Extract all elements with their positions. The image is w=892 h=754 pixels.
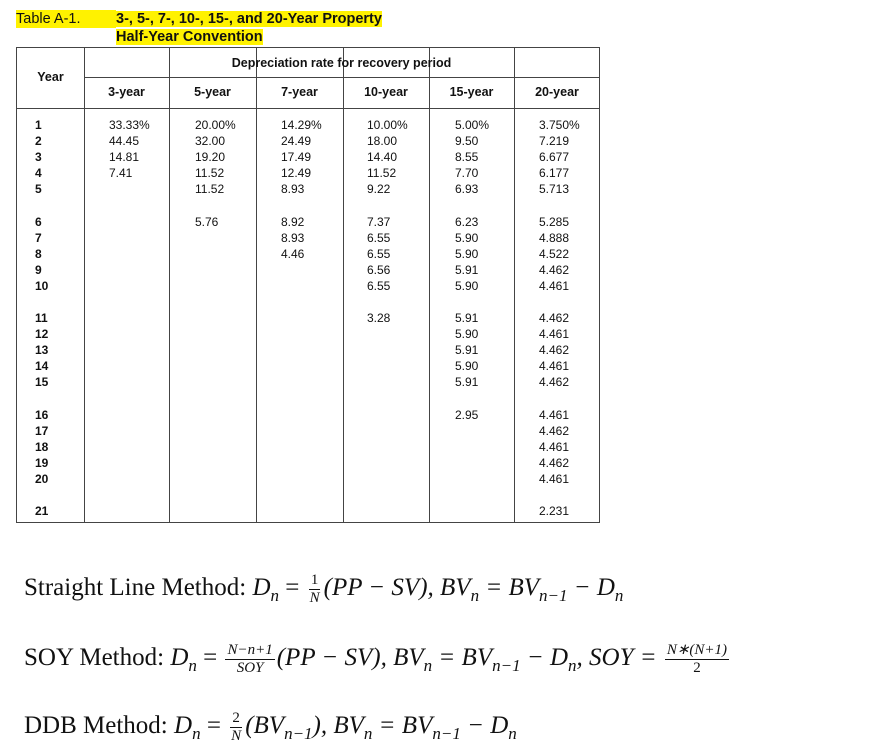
rate-cell: 4.462 <box>539 423 570 438</box>
formula-fraction <box>225 642 274 677</box>
rate-cell: 9.22 <box>367 182 391 197</box>
header-divider <box>84 77 599 78</box>
fraction-denominator: 2 <box>693 660 701 676</box>
rate-cell: 4.462 <box>539 455 570 470</box>
rate-cell: 5.91 <box>455 343 479 358</box>
column-divider <box>256 48 257 522</box>
formula-subscript: n−1 <box>492 656 521 676</box>
rate-cell: 17.49 <box>281 150 312 165</box>
column-header-10-year: 10-year <box>364 85 408 99</box>
column-divider <box>429 48 430 522</box>
rate-cell: 14.40 <box>367 150 398 165</box>
rate-cell: 6.55 <box>367 278 391 293</box>
rate-cell: 5.285 <box>539 214 570 229</box>
formula-expression: (BV <box>245 712 285 740</box>
fraction-denominator: SOY <box>236 660 264 676</box>
rate-cell: 5.90 <box>455 230 479 245</box>
rate-cell: 18.00 <box>367 134 398 149</box>
rate-cell: 6.23 <box>455 214 479 229</box>
year-cell: 1 <box>35 118 42 132</box>
formula-symbol: BV <box>440 574 471 602</box>
depreciation-rate-header: Depreciation rate for recovery period <box>231 56 452 70</box>
rate-cell: 24.49 <box>281 134 312 149</box>
formula-symbol: D <box>170 644 189 672</box>
rate-cell: 5.90 <box>455 327 479 342</box>
rate-cell: 5.90 <box>455 278 479 293</box>
column-divider <box>84 48 85 522</box>
rate-cell: 6.55 <box>367 230 391 245</box>
rate-cell: 14.29% <box>281 118 322 132</box>
rate-cell: 8.55 <box>455 150 479 165</box>
rate-cell: 6.56 <box>367 262 391 277</box>
year-cell: 19 <box>35 455 49 470</box>
rate-cell: 12.49 <box>281 166 312 181</box>
formula-subscript: n <box>270 586 280 606</box>
header-divider <box>17 108 599 109</box>
rate-cell: 33.33% <box>109 118 150 132</box>
column-divider <box>514 48 515 522</box>
fraction-denominator: N <box>309 590 320 606</box>
formula-subscript: n <box>470 586 480 606</box>
rate-cell: 2.231 <box>539 504 570 518</box>
depreciation-table <box>16 47 600 523</box>
formula-expression: − D <box>460 712 509 740</box>
year-cell: 4 <box>35 166 42 181</box>
formula-symbol: BV <box>333 712 364 740</box>
rate-cell: 5.90 <box>455 359 479 374</box>
rate-cell: 4.462 <box>539 262 570 277</box>
column-divider <box>169 48 170 522</box>
formula-subscript: n <box>614 586 624 606</box>
formula-symbol: D <box>174 712 193 740</box>
rate-cell: 4.461 <box>539 278 570 293</box>
column-header-3-year: 3-year <box>108 85 145 99</box>
soy-formula <box>24 642 731 677</box>
formula-fraction <box>308 572 322 607</box>
ddb-formula <box>24 710 517 745</box>
rate-cell: 32.00 <box>195 134 226 149</box>
rate-cell: 10.00% <box>367 118 408 132</box>
rate-cell: 6.55 <box>367 246 391 261</box>
year-cell: 7 <box>35 230 42 245</box>
year-cell: 14 <box>35 359 49 374</box>
year-cell: 21 <box>35 504 49 518</box>
formula-expression: (PP − SV), <box>276 644 394 672</box>
rate-cell: 4.461 <box>539 359 570 374</box>
rate-cell: 2.95 <box>455 407 479 422</box>
formula-subscript: n <box>363 724 373 744</box>
year-cell: 2 <box>35 134 42 149</box>
rate-cell: 5.713 <box>539 182 570 197</box>
fraction-numerator: N−n+1 <box>227 642 273 658</box>
year-cell: 6 <box>35 214 42 229</box>
formula-subscript: n <box>188 656 197 676</box>
formula-subscript: n−1 <box>284 724 313 744</box>
soy-definition: , SOY = <box>576 644 657 672</box>
formula-expression: = BV <box>372 712 433 740</box>
year-cell: 20 <box>35 471 49 486</box>
formula-equals: = <box>285 574 300 602</box>
column-header-20-year: 20-year <box>535 85 579 99</box>
rate-cell: 4.462 <box>539 311 570 325</box>
year-cell: 15 <box>35 375 49 390</box>
rate-cell: 11.52 <box>367 166 397 181</box>
rate-cell: 4.462 <box>539 375 570 390</box>
rate-cell: 4.522 <box>539 246 570 261</box>
soy-fraction <box>665 642 729 677</box>
formula-fraction <box>229 710 243 745</box>
year-cell: 11 <box>35 311 48 325</box>
formula-subscript: n <box>423 656 433 676</box>
year-cell: 3 <box>35 150 42 165</box>
column-header-5-year: 5-year <box>194 85 231 99</box>
rate-cell: 7.70 <box>455 166 479 181</box>
column-header-15-year: 15-year <box>449 85 494 99</box>
rate-cell: 4.461 <box>539 327 570 342</box>
rate-cell: 7.219 <box>539 134 570 149</box>
ddb-label: DDB Method: <box>24 712 168 740</box>
rate-cell: 4.461 <box>539 439 570 454</box>
rate-cell: 8.93 <box>281 230 305 245</box>
year-cell: 12 <box>35 327 49 342</box>
rate-cell: 5.00% <box>455 118 490 132</box>
fraction-numerator: 1 <box>310 572 319 588</box>
rate-cell: 6.93 <box>455 182 479 197</box>
formula-expression: (PP − SV), <box>323 574 441 602</box>
year-cell: 16 <box>35 407 49 422</box>
year-cell: 9 <box>35 262 42 277</box>
formula-expression: − D <box>567 574 615 602</box>
formula-equals: = <box>203 644 218 672</box>
formula-subscript: n <box>508 724 517 744</box>
rate-cell: 4.461 <box>539 471 570 486</box>
rate-cell: 11.52 <box>195 182 225 197</box>
year-cell: 8 <box>35 246 42 261</box>
table-title-line-1 <box>16 10 382 28</box>
fraction-denominator: N <box>231 728 242 744</box>
table-title-line-2 <box>116 28 263 46</box>
rate-cell: 8.93 <box>281 182 305 197</box>
table-title: 3-, 5-, 7-, 10-, 15-, and 20-Year Property <box>116 11 382 27</box>
rate-cell: 5.91 <box>455 262 479 277</box>
fraction-numerator: 2 <box>232 710 240 726</box>
rate-cell: 4.46 <box>281 246 305 261</box>
rate-cell: 4.461 <box>539 407 570 422</box>
rate-cell: 8.92 <box>281 214 305 229</box>
formula-expression: = BV <box>479 574 539 602</box>
fraction-numerator: N∗(N+1) <box>666 642 728 658</box>
rate-cell: 6.677 <box>539 150 570 165</box>
formula-symbol: BV <box>393 644 424 672</box>
rate-cell: 9.50 <box>455 134 479 149</box>
formula-expression: − D <box>520 644 569 672</box>
rate-cell: 5.91 <box>455 311 479 325</box>
rate-cell: 44.45 <box>109 134 140 149</box>
formula-expression: ), <box>312 712 334 740</box>
formula-symbol: D <box>252 574 271 602</box>
column-header-7-year: 7-year <box>281 85 318 99</box>
rate-cell: 14.81 <box>109 150 140 165</box>
formula-subscript: n <box>192 724 201 744</box>
rate-cell: 6.177 <box>539 166 570 181</box>
formula-equals: = <box>206 712 221 740</box>
formula-subscript: n <box>568 656 577 676</box>
table-subtitle: Half-Year Convention <box>116 29 263 45</box>
rate-cell: 7.37 <box>367 214 391 229</box>
rate-cell: 19.20 <box>195 150 226 165</box>
formula-expression: = BV <box>432 644 493 672</box>
year-cell: 5 <box>35 182 42 197</box>
rate-cell: 3.750% <box>539 118 580 132</box>
soy-label: SOY Method: <box>24 644 165 672</box>
formula-subscript: n−1 <box>432 724 461 744</box>
year-cell: 18 <box>35 439 49 454</box>
rate-cell: 5.90 <box>455 246 479 261</box>
year-cell: 17 <box>35 423 49 438</box>
rate-cell: 7.41 <box>109 166 133 181</box>
table-label: Table A-1. <box>16 10 116 28</box>
rate-cell: 3.28 <box>367 311 391 325</box>
straight-line-formula <box>24 572 623 607</box>
rate-cell: 4.462 <box>539 343 570 358</box>
rate-cell: 11.52 <box>195 166 225 181</box>
rate-cell: 20.00% <box>195 118 236 132</box>
year-cell: 13 <box>35 343 49 358</box>
rate-cell: 4.888 <box>539 230 570 245</box>
year-column-header: Year <box>37 70 64 84</box>
straight-line-label: Straight Line Method: <box>24 574 247 602</box>
formula-subscript: n−1 <box>539 586 568 606</box>
year-cell: 10 <box>35 278 49 293</box>
rate-cell: 5.76 <box>195 214 219 229</box>
column-divider <box>343 48 344 522</box>
rate-cell: 5.91 <box>455 375 479 390</box>
